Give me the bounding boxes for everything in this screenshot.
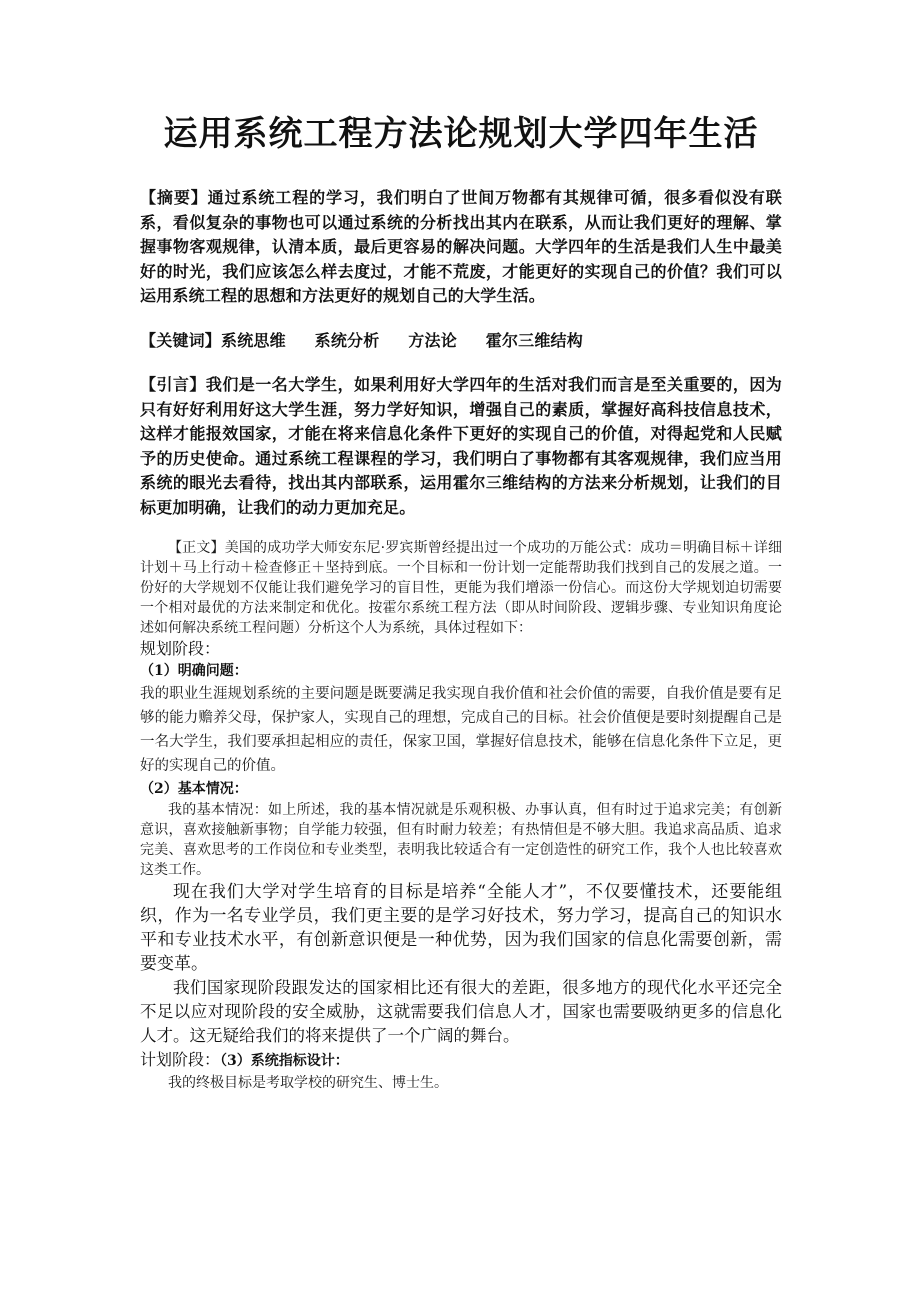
keywords-line: 【关键词】系统思维 系统分析 方法论 霍尔三维结构 <box>140 330 583 350</box>
section2-heading: （2）基本情况： <box>140 781 248 797</box>
document-page <box>140 112 782 1093</box>
main-text-paragraph: 【正文】美国的成功学大师安东尼·罗宾斯曾经提出过一个成功的万能公式：成功＝明确目标＋详细计划＋马上行动＋检查修正＋坚持到底。一个目标和一份计划一定能帮助我们找到自己的发展之道。一份好的大学规划不仅能让我们避免学习的盲目性，更能为我们增添一份信心。而这份大学规划迫切需要一个相对最优的方法来制定和优化。按霍尔系统工程方法（即从时间阶段、逻辑步骤、专业知识角度论述如何解决系统工程问题）分析这个人为系统，具体过程如下： <box>140 540 782 636</box>
section2-paragraph: 我的基本情况：如上所述，我的基本情况就是乐观积极、办事认真，但有时过于追求完美；有创新意识，喜欢接触新事物；自学能力较强，但有时耐力较差；有热情但是不够大胆。我追求高品质、追求完美、喜欢思考的工作岗位和专业类型，表明我比较适合有一定创造性的研究工作，我个人也比较喜欢这类工作。 <box>140 802 782 878</box>
section3-heading: （3）系统指标设计： <box>220 1053 349 1069</box>
goal-paragraph: 现在我们大学对学生培育的目标是培养“全能人才”，不仅要懂技术，还要能组织，作为一名专业学员，我们更主要的是学习好技术，努力学习，提高自己的知识水平和专业技术水平，有创新意识便是一种优势，因为我们国家的信息化需要创新，需要变革。 <box>140 882 782 974</box>
intro-paragraph: 【引言】我们是一名大学生，如果利用好大学四年的生活对我们而言是至关重要的，因为只有好好利用好这大学生涯，努力学好知识，增强自己的素质，掌握好高科技信息技术，这样才能报效国家，才能在将来信息化条件下更好的实现自己的价值，对得起党和人民赋予的历史使命。通过系统工程课程的学习，我们明白了事物都有其客观规律，我们应当用系统的眼光去看待，找出其内部联系，运用霍尔三维结构的方法来分析规划，让我们的目标更加明确，让我们的动力更加充足。 <box>140 375 782 517</box>
section1-heading: （1）明确问题： <box>140 663 248 679</box>
country-paragraph: 我们国家现阶段跟发达的国家相比还有很大的差距，很多地方的现代化水平还完全不足以应对现阶段的安全威胁，这就需要我们信息人才，国家也需要吸纳更多的信息化人才。这无疑给我们的将来提供了一个广阔的舞台。 <box>140 978 782 1045</box>
abstract-paragraph: 【摘要】通过系统工程的学习，我们明白了世间万物都有其规律可循，很多看似没有联系，看似复杂的事物也可以通过系统的分析找出其内在联系，从而让我们更好的理解、掌握事物客观规律，认清本质，最后更容易的解决问题。大学四年的生活是我们人生中最美好的时光，我们应该怎么样去度过，才能不荒废，才能更好的实现自己的价值？我们可以运用系统工程的思想和方法更好的规划自己的大学生活。 <box>140 188 782 305</box>
planning-stage-heading: 规划阶段： <box>140 639 221 658</box>
section3-paragraph: 我的终极目标是考取学校的研究生、博士生。 <box>168 1075 448 1091</box>
section1-paragraph: 我的职业生涯规划系统的主要问题是既要满足我实现自我价值和社会价值的需要，自我价值是要有足够的能力赡养父母，保护家人，实现自己的理想，完成自己的目标。社会价值便是要时刻提醒自己是一名大学生，我们要承担起相应的责任，保家卫国，掌握好信息技术，能够在信息化条件下立足，更好的实现自己的价值。 <box>140 686 782 774</box>
document-title: 运用系统工程方法论规划大学四年生活 <box>163 114 759 154</box>
plan-stage-line <box>140 1048 782 1073</box>
plan-stage-heading: 计划阶段： <box>140 1050 221 1069</box>
